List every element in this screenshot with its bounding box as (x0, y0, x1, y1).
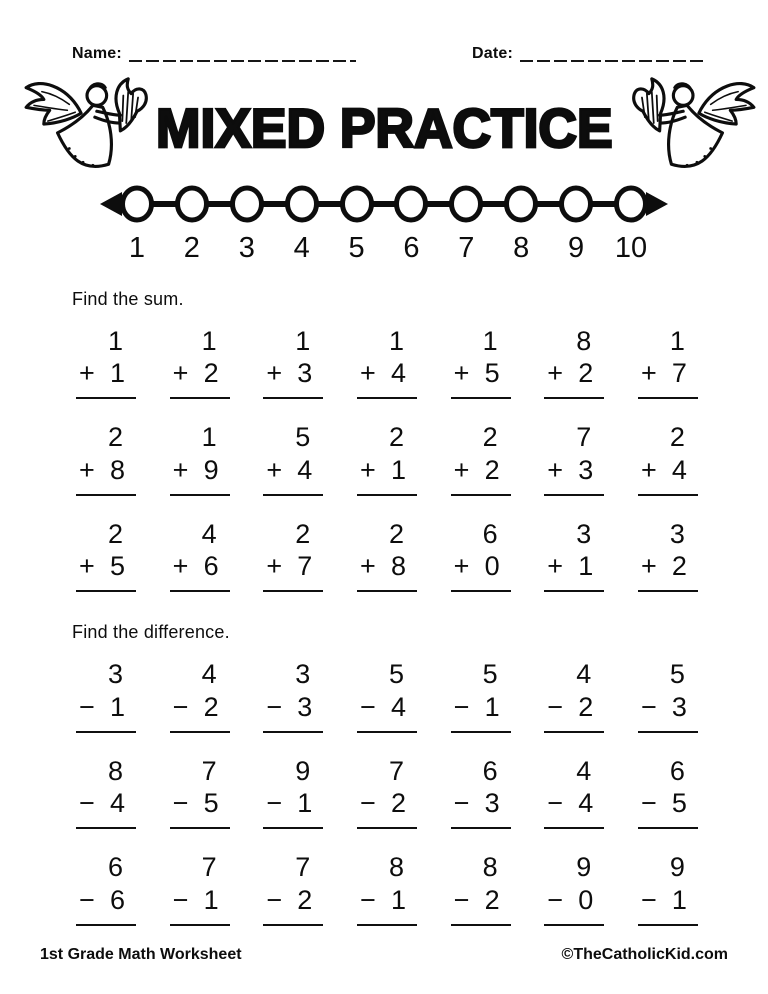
math-problem (263, 756, 323, 829)
math-problem (357, 326, 417, 399)
minus-operator: − (547, 788, 564, 819)
math-problem (638, 852, 698, 925)
plus-operator: + (640, 358, 657, 389)
top-operand: 9 (576, 852, 592, 883)
sum-section (0, 289, 768, 592)
answer-blank[interactable] (451, 485, 511, 496)
math-problem (170, 422, 230, 495)
math-problem (544, 422, 604, 495)
top-operand: 1 (669, 326, 685, 356)
math-problem (170, 326, 230, 399)
math-problem (451, 422, 511, 495)
number-line-numbers (99, 233, 669, 267)
bottom-operand: 6 (203, 551, 219, 582)
math-problem (544, 326, 604, 399)
math-problem (357, 422, 417, 495)
bottom-operand: 1 (578, 551, 594, 582)
bottom-operand-row (170, 883, 230, 915)
minus-operator: − (453, 788, 470, 819)
answer-blank[interactable] (263, 388, 323, 399)
bottom-operand: 4 (578, 788, 594, 819)
answer-blank[interactable] (170, 388, 230, 399)
bottom-operand: 5 (203, 788, 219, 819)
answer-blank[interactable] (544, 581, 604, 592)
answer-blank[interactable] (638, 485, 698, 496)
minus-operator: − (640, 691, 657, 722)
minus-operator: − (172, 691, 189, 722)
math-problem (638, 519, 698, 592)
plus-operator: + (547, 454, 564, 485)
answer-blank[interactable] (357, 581, 417, 592)
answer-blank[interactable] (263, 485, 323, 496)
top-operand: 6 (482, 755, 498, 786)
bottom-operand-row (357, 690, 417, 722)
difference-instruction: Find the difference. (72, 622, 230, 643)
number-line-label: 2 (183, 232, 200, 264)
answer-blank[interactable] (638, 915, 698, 926)
answer-blank[interactable] (170, 581, 230, 592)
top-operand: 7 (201, 852, 217, 883)
number-line-label: 6 (403, 232, 420, 264)
answer-blank[interactable] (544, 915, 604, 926)
bottom-operand: 2 (578, 691, 594, 722)
plus-operator: + (172, 454, 189, 485)
math-problem (451, 852, 511, 925)
bottom-operand-row (638, 883, 698, 915)
problem-row (76, 519, 698, 592)
minus-operator: − (266, 884, 283, 915)
plus-operator: + (172, 358, 189, 389)
top-operand: 1 (295, 326, 311, 356)
math-problem (357, 756, 417, 829)
plus-operator: + (79, 454, 95, 485)
difference-problems (76, 659, 698, 925)
top-operand: 2 (388, 518, 404, 549)
bottom-operand: 0 (578, 884, 594, 915)
top-operand: 7 (201, 755, 217, 786)
top-operand: 3 (576, 518, 592, 549)
answer-blank[interactable] (638, 818, 698, 829)
minus-operator: − (640, 884, 657, 915)
math-problem (263, 422, 323, 495)
bottom-operand: 1 (671, 884, 687, 915)
bottom-operand-row (263, 883, 323, 915)
bottom-operand-row (638, 786, 698, 818)
top-operand: 7 (576, 422, 592, 453)
minus-operator: − (266, 788, 283, 819)
math-problem (638, 326, 698, 399)
answer-blank[interactable] (170, 818, 230, 829)
bottom-operand: 3 (297, 691, 313, 722)
name-field (72, 46, 356, 62)
math-problem (170, 852, 230, 925)
top-operand: 5 (295, 422, 311, 453)
top-operand: 3 (107, 659, 123, 690)
math-problem (544, 852, 604, 925)
bottom-operand-row (263, 690, 323, 722)
top-operand: 2 (295, 518, 311, 549)
plus-operator: + (266, 358, 283, 389)
bottom-operand: 3 (484, 788, 500, 819)
number-line-label: 4 (293, 232, 310, 264)
plus-operator: + (547, 358, 564, 389)
top-operand: 1 (107, 326, 123, 356)
math-problem (263, 326, 323, 399)
answer-blank[interactable] (76, 818, 136, 829)
top-operand: 5 (669, 659, 685, 690)
number-line-label: 9 (568, 232, 585, 264)
answer-blank[interactable] (451, 915, 511, 926)
math-problem (357, 519, 417, 592)
bottom-operand-row (544, 786, 604, 818)
bottom-operand: 4 (297, 454, 313, 485)
bottom-operand: 8 (390, 551, 406, 582)
top-operand: 4 (576, 659, 592, 690)
bottom-operand: 2 (671, 551, 687, 582)
bottom-operand: 4 (671, 454, 687, 485)
math-problem (544, 519, 604, 592)
top-operand: 3 (669, 518, 685, 549)
answer-blank[interactable] (544, 818, 604, 829)
problem-row (76, 852, 698, 925)
title-band (0, 76, 768, 180)
bottom-operand: 4 (390, 358, 406, 389)
top-operand: 8 (482, 852, 498, 883)
bottom-operand: 1 (109, 358, 125, 389)
top-operand: 8 (576, 326, 592, 356)
answer-blank[interactable] (263, 818, 323, 829)
bottom-operand: 1 (484, 691, 500, 722)
top-operand: 4 (201, 518, 217, 549)
answer-blank[interactable] (76, 485, 136, 496)
bottom-operand: 7 (671, 358, 687, 389)
minus-operator: − (453, 884, 470, 915)
plus-operator: + (172, 551, 189, 582)
bottom-operand: 1 (390, 454, 406, 485)
answer-blank[interactable] (76, 581, 136, 592)
math-problem (451, 659, 511, 732)
number-line-label: 3 (238, 232, 255, 264)
math-problem (638, 756, 698, 829)
bottom-operand-row (170, 356, 230, 388)
bottom-operand-row (451, 356, 511, 388)
top-operand: 2 (388, 422, 404, 453)
worksheet-title: MIXED PRACTICE (155, 97, 613, 159)
minus-operator: − (453, 691, 470, 722)
math-problem (170, 659, 230, 732)
plus-operator: + (79, 551, 95, 582)
top-operand: 2 (107, 422, 123, 453)
bottom-operand: 2 (203, 691, 219, 722)
bottom-operand: 7 (297, 551, 313, 582)
number-line-graphic (99, 180, 669, 228)
minus-operator: − (359, 884, 376, 915)
bottom-operand-row (357, 786, 417, 818)
problem-row (76, 756, 698, 829)
math-problem (544, 756, 604, 829)
bottom-operand: 0 (484, 551, 500, 582)
math-problem (638, 659, 698, 732)
top-operand: 3 (295, 659, 311, 690)
bottom-operand-row (263, 356, 323, 388)
bottom-operand-row (638, 356, 698, 388)
number-line-label: 7 (458, 232, 475, 264)
minus-operator: − (79, 884, 95, 915)
top-operand: 5 (388, 659, 404, 690)
bottom-operand-row (170, 690, 230, 722)
problem-row (76, 422, 698, 495)
bottom-operand-row (544, 549, 604, 581)
plus-operator: + (453, 358, 470, 389)
minus-operator: − (359, 788, 376, 819)
bottom-operand: 5 (484, 358, 500, 389)
minus-operator: − (79, 788, 95, 819)
math-problem (451, 326, 511, 399)
minus-operator: − (640, 788, 657, 819)
bottom-operand-row (357, 549, 417, 581)
math-problem (451, 756, 511, 829)
bottom-operand: 2 (203, 358, 219, 389)
top-operand: 8 (388, 852, 404, 883)
bottom-operand-row (451, 883, 511, 915)
bottom-operand: 1 (390, 884, 406, 915)
footer (0, 946, 768, 964)
top-operand: 8 (107, 755, 123, 786)
top-operand: 6 (107, 852, 123, 883)
plus-operator: + (266, 454, 283, 485)
bottom-operand: 3 (297, 358, 313, 389)
bottom-operand-row (638, 549, 698, 581)
bottom-operand: 2 (578, 358, 594, 389)
date-input-line[interactable] (520, 47, 706, 62)
top-operand: 1 (201, 326, 217, 356)
plus-operator: + (640, 454, 657, 485)
answer-blank[interactable] (263, 581, 323, 592)
bottom-operand-row (76, 883, 136, 915)
date-label: Date: (471, 45, 513, 62)
minus-operator: − (547, 691, 564, 722)
answer-blank[interactable] (638, 722, 698, 733)
top-operand: 2 (107, 518, 123, 549)
bottom-operand-row (76, 786, 136, 818)
plus-operator: + (453, 454, 470, 485)
number-line (99, 180, 669, 267)
answer-blank[interactable] (170, 915, 230, 926)
bottom-operand-row (544, 356, 604, 388)
answer-blank[interactable] (263, 722, 323, 733)
plus-operator: + (266, 551, 283, 582)
answer-blank[interactable] (357, 818, 417, 829)
bottom-operand-row (263, 786, 323, 818)
top-operand: 5 (482, 659, 498, 690)
answer-blank[interactable] (357, 722, 417, 733)
answer-blank[interactable] (451, 818, 511, 829)
minus-operator: − (547, 884, 564, 915)
top-operand: 6 (669, 755, 685, 786)
header (0, 0, 768, 62)
plus-operator: + (547, 551, 564, 582)
problem-row (76, 659, 698, 732)
answer-blank[interactable] (76, 388, 136, 399)
bottom-operand-row (544, 883, 604, 915)
problem-row (76, 326, 698, 399)
plus-operator: + (453, 551, 470, 582)
top-operand: 9 (295, 755, 311, 786)
name-label: Name: (72, 45, 122, 62)
top-operand: 2 (669, 422, 685, 453)
math-problem (357, 852, 417, 925)
number-line-label: 5 (348, 232, 365, 264)
answer-blank[interactable] (638, 581, 698, 592)
name-input-line[interactable] (129, 47, 356, 62)
bottom-operand-row (451, 549, 511, 581)
bottom-operand: 5 (109, 551, 125, 582)
bottom-operand-row (76, 690, 136, 722)
number-line-label: 8 (513, 232, 530, 264)
worksheet-grade-label: 1st Grade Math Worksheet (40, 946, 242, 963)
answer-blank[interactable] (544, 485, 604, 496)
answer-blank[interactable] (357, 388, 417, 399)
bottom-operand: 2 (297, 884, 313, 915)
top-operand: 6 (482, 518, 498, 549)
bottom-operand: 3 (578, 454, 594, 485)
math-problem (76, 756, 136, 829)
bottom-operand-row (263, 549, 323, 581)
math-problem (170, 519, 230, 592)
answer-blank[interactable] (544, 722, 604, 733)
bottom-operand: 6 (109, 884, 125, 915)
bottom-operand-row (76, 453, 136, 485)
bottom-operand-row (544, 453, 604, 485)
minus-operator: − (172, 884, 189, 915)
bottom-operand: 5 (671, 788, 687, 819)
top-operand: 7 (388, 755, 404, 786)
math-problem (76, 422, 136, 495)
math-problem (638, 422, 698, 495)
answer-blank[interactable] (76, 915, 136, 926)
answer-blank[interactable] (357, 915, 417, 926)
answer-blank[interactable] (451, 388, 511, 399)
plus-operator: + (640, 551, 657, 582)
bottom-operand: 2 (390, 788, 406, 819)
bottom-operand-row (451, 786, 511, 818)
bottom-operand: 3 (671, 691, 687, 722)
bottom-operand: 4 (390, 691, 406, 722)
math-problem (76, 519, 136, 592)
angel-harp-illustration-left (16, 72, 158, 178)
top-operand: 9 (669, 852, 685, 883)
plus-operator: + (79, 358, 95, 389)
top-operand: 2 (482, 422, 498, 453)
bottom-operand: 8 (109, 454, 125, 485)
bottom-operand-row (76, 549, 136, 581)
angel-harp-illustration-right (622, 72, 764, 178)
sum-problems (76, 326, 698, 592)
bottom-operand: 1 (109, 691, 125, 722)
minus-operator: − (266, 691, 283, 722)
bottom-operand-row (263, 453, 323, 485)
plus-operator: + (359, 551, 376, 582)
answer-blank[interactable] (451, 581, 511, 592)
plus-operator: + (359, 454, 376, 485)
bottom-operand-row (451, 690, 511, 722)
top-operand: 4 (576, 755, 592, 786)
answer-blank[interactable] (170, 485, 230, 496)
answer-blank[interactable] (544, 388, 604, 399)
answer-blank[interactable] (170, 722, 230, 733)
bottom-operand-row (638, 690, 698, 722)
bottom-operand: 9 (203, 454, 219, 485)
math-problem (76, 326, 136, 399)
top-operand: 4 (201, 659, 217, 690)
top-operand: 7 (295, 852, 311, 883)
bottom-operand-row (76, 356, 136, 388)
bottom-operand: 1 (203, 884, 219, 915)
number-line-label: 10 (614, 232, 648, 264)
top-operand: 1 (388, 326, 404, 356)
bottom-operand-row (357, 356, 417, 388)
bottom-operand-row (357, 883, 417, 915)
top-operand: 1 (482, 326, 498, 356)
bottom-operand: 4 (109, 788, 125, 819)
minus-operator: − (79, 691, 95, 722)
difference-section (0, 622, 768, 925)
minus-operator: − (172, 788, 189, 819)
minus-operator: − (359, 691, 376, 722)
bottom-operand-row (357, 453, 417, 485)
bottom-operand-row (638, 453, 698, 485)
bottom-operand-row (451, 453, 511, 485)
sum-instruction: Find the sum. (72, 289, 184, 309)
plus-operator: + (359, 358, 376, 389)
bottom-operand-row (170, 786, 230, 818)
bottom-operand-row (544, 690, 604, 722)
date-field (472, 46, 706, 62)
math-problem (451, 519, 511, 592)
answer-blank[interactable] (76, 722, 136, 733)
copyright-label: ©TheCatholicKid.com (561, 946, 728, 963)
answer-blank[interactable] (263, 915, 323, 926)
bottom-operand: 1 (297, 788, 313, 819)
number-line-label: 1 (128, 232, 146, 264)
math-problem (76, 852, 136, 925)
bottom-operand-row (170, 549, 230, 581)
math-problem (263, 519, 323, 592)
math-problem (263, 659, 323, 732)
math-problem (263, 852, 323, 925)
bottom-operand-row (170, 453, 230, 485)
bottom-operand: 2 (484, 454, 500, 485)
answer-blank[interactable] (357, 485, 417, 496)
answer-blank[interactable] (638, 388, 698, 399)
math-problem (170, 756, 230, 829)
top-operand: 1 (201, 422, 217, 453)
math-problem (544, 659, 604, 732)
answer-blank[interactable] (451, 722, 511, 733)
bottom-operand: 2 (484, 884, 500, 915)
math-problem (76, 659, 136, 732)
math-problem (357, 659, 417, 732)
